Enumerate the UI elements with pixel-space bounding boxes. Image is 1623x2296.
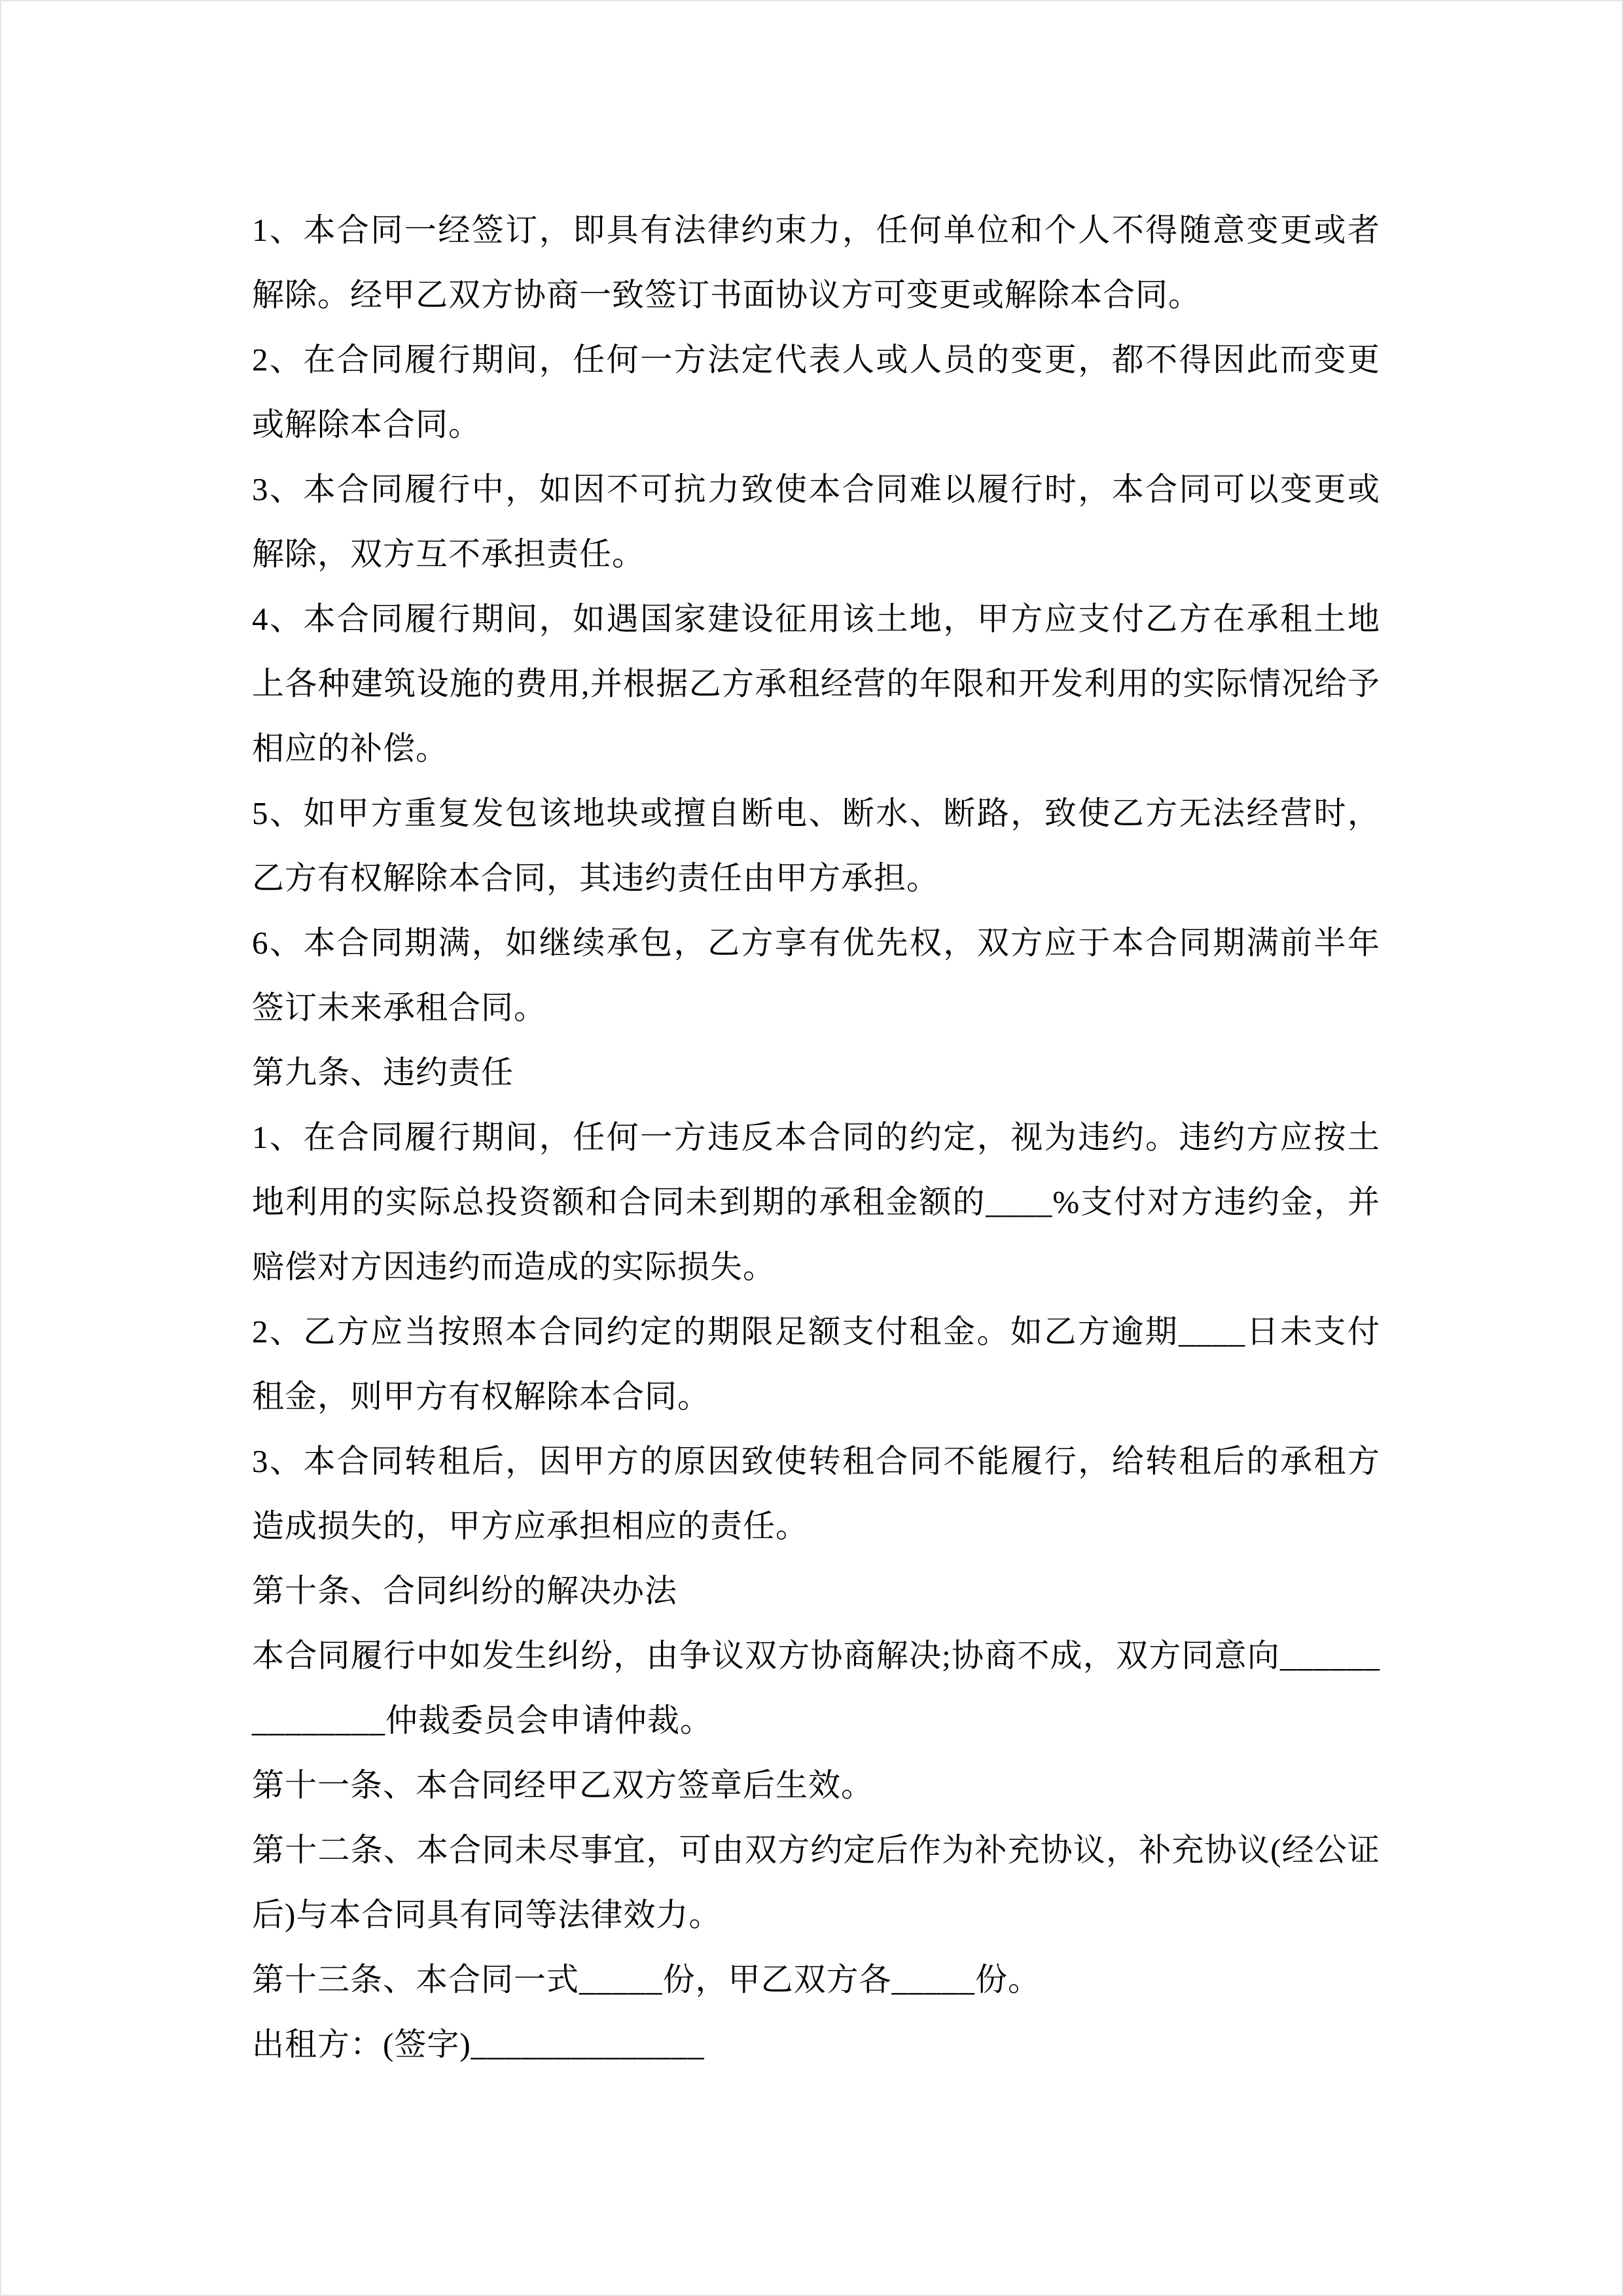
- contract-paragraph: 2、乙方应当按照本合同约定的期限足额支付租金。如乙方逾期____日未支付租金，则甲方有权解除本合同。: [252, 1314, 1380, 1414]
- contract-paragraph: 第十二条、本合同未尽事宜，可由双方约定后作为补充协议，补充协议(经公证后)与本合同具有同等法律效力。: [252, 1832, 1380, 1933]
- contract-paragraph: 第十条、合同纠纷的解决办法: [252, 1573, 678, 1609]
- contract-paragraph: 6、本合同期满，如继续承包，乙方享有优先权，双方应于本合同期满前半年签订未来承租合同。: [252, 925, 1380, 1026]
- contract-paragraph: 3、本合同履行中，如因不可抗力致使本合同难以履行时，本合同可以变更或解除，双方互不承担责任。: [252, 471, 1380, 572]
- contract-paragraph: 5、如甲方重复发包该地块或擅自断电、断水、断路，致使乙方无法经营时，乙方有权解除本合同，其违约责任由甲方承担。: [252, 795, 1380, 896]
- contract-paragraph: 第九条、违约责任: [252, 1054, 514, 1090]
- contract-paragraph: 本合同履行中如发生纠纷，由争议双方协商解决;协商不成，双方同意向______________仲裁委员会申请仲裁。: [252, 1638, 1380, 1738]
- contract-paragraph: 1、本合同一经签订，即具有法律约束力，任何单位和个人不得随意变更或者解除。经甲乙双方协商一致签订书面协议方可变更或解除本合同。: [252, 212, 1380, 313]
- contract-paragraph: 2、在合同履行期间，任何一方法定代表人或人员的变更，都不得因此而变更或解除本合同。: [252, 342, 1380, 442]
- contract-paragraph: 4、本合同履行期间，如遇国家建设征用该土地，甲方应支付乙方在承租土地上各种建筑设施的费用,并根据乙方承租经营的年限和开发利用的实际情况给予相应的补偿。: [252, 601, 1380, 766]
- contract-paragraph: 3、本合同转租后，因甲方的原因致使转租合同不能履行，给转租后的承租方造成损失的，甲方应承担相应的责任。: [252, 1443, 1380, 1544]
- contract-paragraph: 第十三条、本合同一式_____份，甲乙双方各_____份。: [252, 1962, 1041, 1998]
- contract-paragraph: 第十一条、本合同经甲乙双方签章后生效。: [252, 1767, 874, 1803]
- contract-body: [252, 198, 1380, 2077]
- contract-paragraph: 1、在合同履行期间，任何一方违反本合同的约定，视为违约。违约方应按土地利用的实际总投资额和合同未到期的承租金额的____%支付对方违约金，并赔偿对方因违约而造成的实际损失。: [252, 1119, 1380, 1285]
- contract-paragraph: 出租方：(签字)______________: [252, 2026, 705, 2062]
